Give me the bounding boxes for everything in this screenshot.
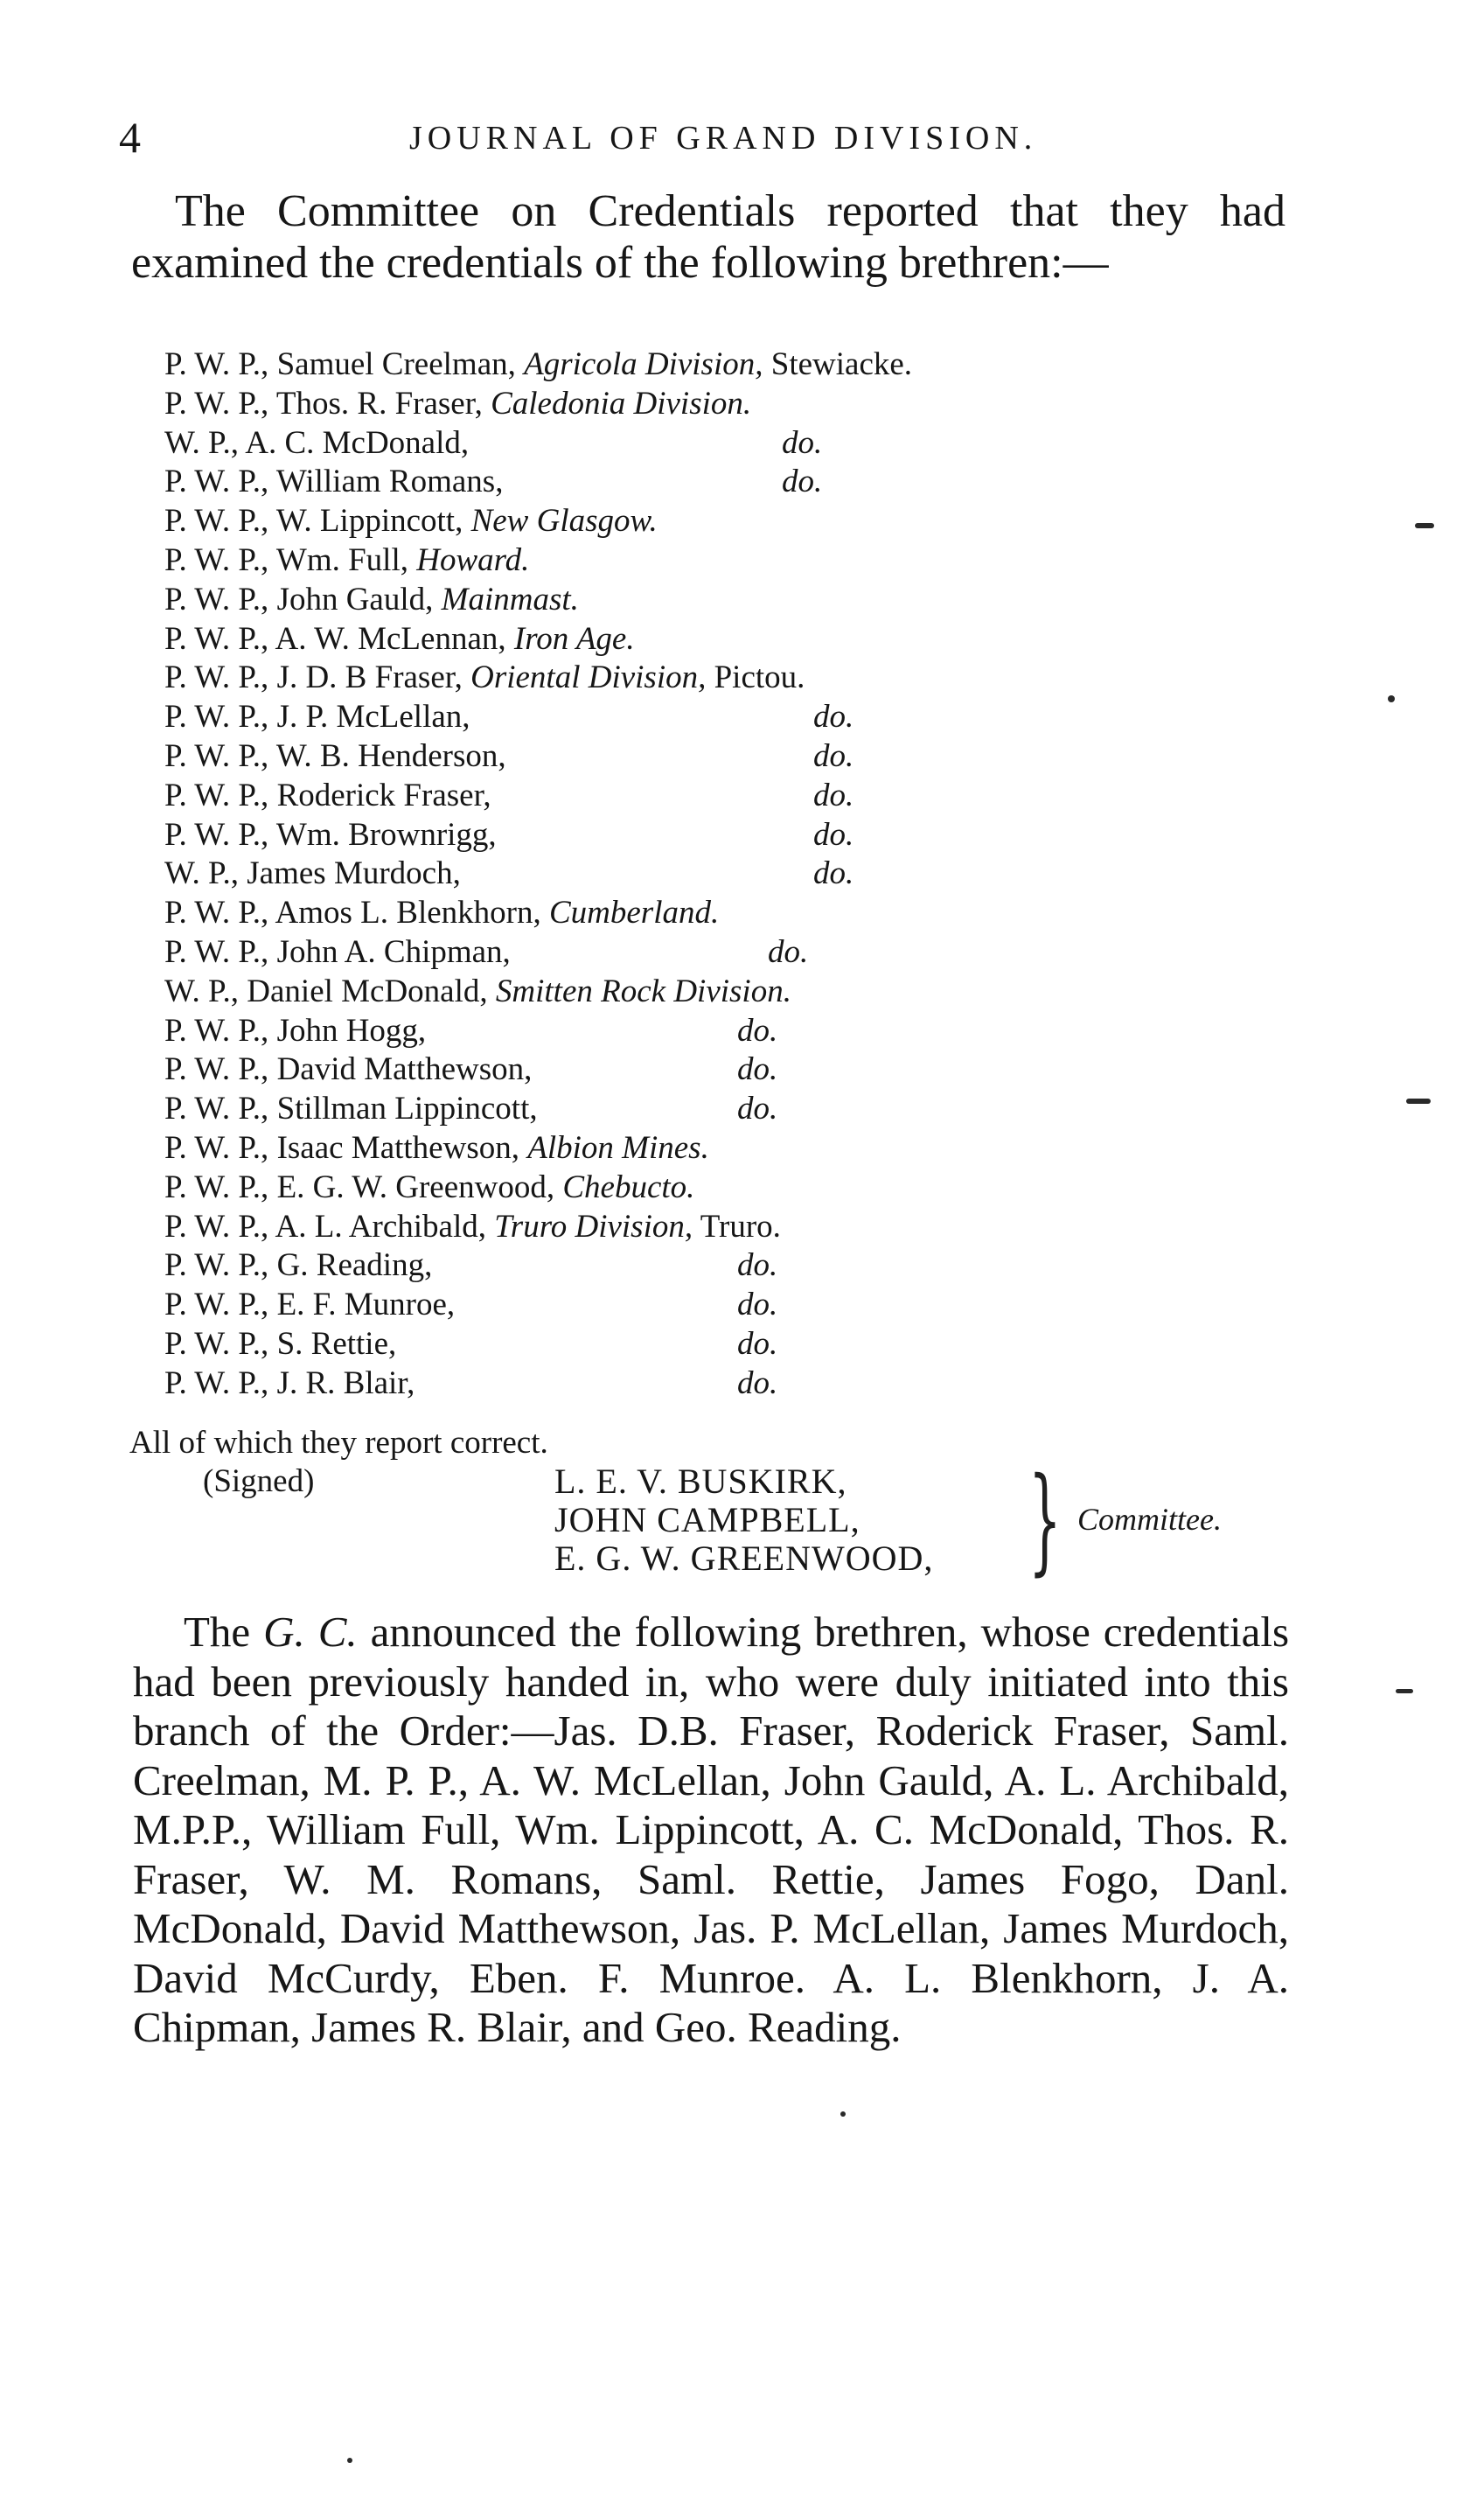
brother-name: Samuel Creelman, [276, 346, 516, 382]
office-title: P. W. P., [164, 385, 269, 422]
ditto-mark: do. [737, 1364, 778, 1401]
ditto-mark: do. [813, 816, 854, 853]
signer-name: E. G. W. GREENWOOD, [554, 1539, 934, 1578]
ditto-mark: do. [737, 1287, 778, 1323]
credential-row [164, 1325, 1196, 1364]
town-name: Pictou. [714, 659, 805, 696]
running-head [0, 112, 1484, 164]
committee-signers [554, 1462, 933, 1578]
division-name: Cumberland. [548, 895, 720, 932]
office-title: P. W. P., [164, 1325, 269, 1362]
ditto-mark: do. [737, 1247, 778, 1284]
ditto-mark: do. [737, 1051, 778, 1088]
credential-row [164, 541, 1196, 581]
print-speck [1415, 523, 1434, 528]
brother-name: A. W. McLennan, [275, 620, 506, 657]
office-title: P. W. P., [164, 1247, 269, 1284]
office-title: P. W. P., [164, 659, 269, 696]
town-name: Stewiacke. [770, 346, 913, 382]
brother-name: W. B. Henderson, [275, 737, 506, 774]
credential-row [164, 1286, 1196, 1325]
grand-conductor-abbrev: G. C. [263, 1608, 358, 1656]
brother-name: J. R. Blair, [276, 1364, 415, 1401]
credentials-list [164, 345, 1196, 1404]
brother-name: Daniel McDonald, [247, 973, 488, 1009]
credential-row [164, 345, 1196, 385]
credential-row [164, 698, 1196, 737]
brother-name: E. F. Munroe, [276, 1287, 456, 1323]
division-name: Howard. [416, 541, 530, 578]
office-title: P. W. P., [164, 1208, 269, 1245]
office-title: P. W. P., [164, 581, 269, 618]
credential-row [164, 894, 1196, 933]
division-name: Caledonia Division. [491, 385, 752, 422]
brother-name: J. D. B Fraser, [276, 659, 463, 696]
credential-row [164, 1246, 1196, 1286]
credential-row [164, 424, 1196, 464]
brother-name: G. Reading, [276, 1247, 433, 1284]
print-speck [1396, 1689, 1413, 1693]
brother-name: Wm. Full, [275, 541, 408, 578]
division-name: Albion Mines. [527, 1129, 709, 1166]
office-title: P. W. P., [164, 1287, 269, 1323]
credential-row [164, 463, 1196, 502]
ditto-mark: do. [813, 699, 854, 736]
ditto-mark: do. [813, 855, 854, 892]
credential-row [164, 777, 1196, 816]
signer-name: JOHN CAMPBELL, [554, 1500, 860, 1539]
ditto-mark: do. [768, 933, 809, 970]
office-title: P. W. P., [164, 464, 269, 500]
signer-name: L. E. V. BUSKIRK, [554, 1462, 847, 1501]
brother-name: S. Rettie, [276, 1325, 397, 1362]
office-title: P. W. P., [164, 1012, 269, 1049]
division-name: Mainmast. [441, 581, 579, 618]
division-name: Truro Division, [494, 1208, 693, 1245]
division-name: Smitten Rock Division. [495, 973, 791, 1009]
brother-name: John Hogg, [276, 1012, 427, 1049]
ditto-mark: do. [737, 1091, 778, 1127]
division-name: New Glasgow. [470, 503, 658, 540]
office-title: P. W. P., [164, 620, 269, 657]
office-title: W. P., [164, 973, 240, 1009]
division-name: Iron Age. [513, 620, 635, 657]
credential-row [164, 659, 1196, 698]
print-speck [840, 2111, 846, 2117]
division-name: Chebucto. [562, 1169, 695, 1205]
brother-name: J. P. McLellan, [276, 699, 470, 736]
credential-row [164, 1129, 1196, 1169]
ditto-mark: do. [813, 737, 854, 774]
brother-name: Roderick Fraser, [276, 777, 491, 813]
credential-row [164, 1012, 1196, 1051]
report-conclusion: All of which they report correct. [129, 1425, 548, 1461]
ditto-mark: do. [737, 1325, 778, 1362]
brother-name: James Murdoch, [247, 855, 461, 892]
division-name: Oriental Division, [470, 659, 707, 696]
office-title: P. W. P., [164, 737, 269, 774]
credential-row [164, 816, 1196, 855]
announcement-the: The [184, 1608, 251, 1656]
credential-row [164, 581, 1196, 620]
print-speck [1406, 1099, 1431, 1104]
credential-row [164, 1169, 1196, 1208]
office-title: P. W. P., [164, 1091, 269, 1127]
credential-row [164, 502, 1196, 541]
signed-label: (Signed) [203, 1463, 315, 1499]
office-title: P. W. P., [164, 1051, 269, 1088]
credential-row [164, 973, 1196, 1012]
credential-row [164, 1090, 1196, 1129]
brother-name: John A. Chipman, [276, 933, 511, 970]
town-name: Truro. [700, 1208, 781, 1245]
announcement-paragraph [133, 1608, 1289, 2053]
division-name: Agricola Division, [524, 346, 763, 382]
ditto-mark: do. [737, 1012, 778, 1049]
office-title: W. P., [164, 855, 240, 892]
ditto-mark: do. [782, 424, 823, 461]
brother-name: William Romans, [275, 464, 504, 500]
page-number: 4 [119, 113, 141, 162]
office-title: P. W. P., [164, 699, 269, 736]
office-title: P. W. P., [164, 933, 269, 970]
credential-row [164, 855, 1196, 894]
office-title: P. W. P., [164, 816, 269, 853]
print-speck [1388, 695, 1395, 702]
brother-name: John Gauld, [276, 581, 434, 618]
office-title: P. W. P., [164, 541, 269, 578]
credential-row [164, 737, 1196, 777]
brother-name: David Matthewson, [276, 1051, 533, 1088]
brother-name: Isaac Matthewson, [276, 1129, 519, 1166]
office-title: W. P., [164, 424, 240, 461]
brother-name: Amos L. Blenkhorn, [275, 895, 541, 932]
announcement-text: announced the following brethren, whose credentials had been previously handed in, who were duly initiated into this branch of the Order:—Jas. D.B. Fraser, Roderick Fraser, Saml. Creelman, M. P. P., A. W. McLellan, John Gauld, A. L. Archibald, M.P.P., William Full, Wm. Lippincott, A. C. McDonald, Thos. R. Fraser, W. M. Romans, Saml. Rettie, James Fogo, Danl. McDonald, David Matthewson, Jas. P. McLellan, James Murdoch, David McCurdy, Eben. F. Munroe. A. L. Blenkhorn, J. A. Chipman, James R. Blair, and Geo. Reading. [133, 1608, 1290, 2051]
credential-row [164, 933, 1196, 973]
brother-name: Wm. Brownrigg, [275, 816, 497, 853]
committee-label: Committee. [1077, 1502, 1222, 1537]
credential-row [164, 1208, 1196, 1247]
office-title: P. W. P., [164, 895, 269, 932]
print-speck [347, 2458, 352, 2463]
office-title: P. W. P., [164, 1169, 269, 1205]
brother-name: E. G. W. Greenwood, [276, 1169, 555, 1205]
brother-name: A. C. McDonald, [245, 424, 470, 461]
brother-name: W. Lippincott, [275, 503, 463, 540]
ditto-mark: do. [813, 777, 854, 813]
brother-name: A. L. Archibald, [275, 1208, 487, 1245]
office-title: P. W. P., [164, 1129, 269, 1166]
credential-row [164, 385, 1196, 424]
credential-row [164, 620, 1196, 659]
credential-row [164, 1364, 1196, 1404]
office-title: P. W. P., [164, 1364, 269, 1401]
office-title: P. W. P., [164, 503, 269, 540]
journal-title: JOURNAL OF GRAND DIVISION. [409, 120, 1038, 157]
office-title: P. W. P., [164, 777, 269, 813]
ditto-mark: do. [782, 464, 823, 500]
committee-report-paragraph: The Committee on Credentials reported that they had examined the credentials of the following brethren:— [131, 186, 1285, 288]
grouping-brace: } [1028, 1453, 1062, 1587]
office-title: P. W. P., [164, 346, 269, 382]
brother-name: Thos. R. Fraser, [275, 385, 483, 422]
credential-row [164, 1050, 1196, 1090]
brother-name: Stillman Lippincott, [276, 1091, 538, 1127]
